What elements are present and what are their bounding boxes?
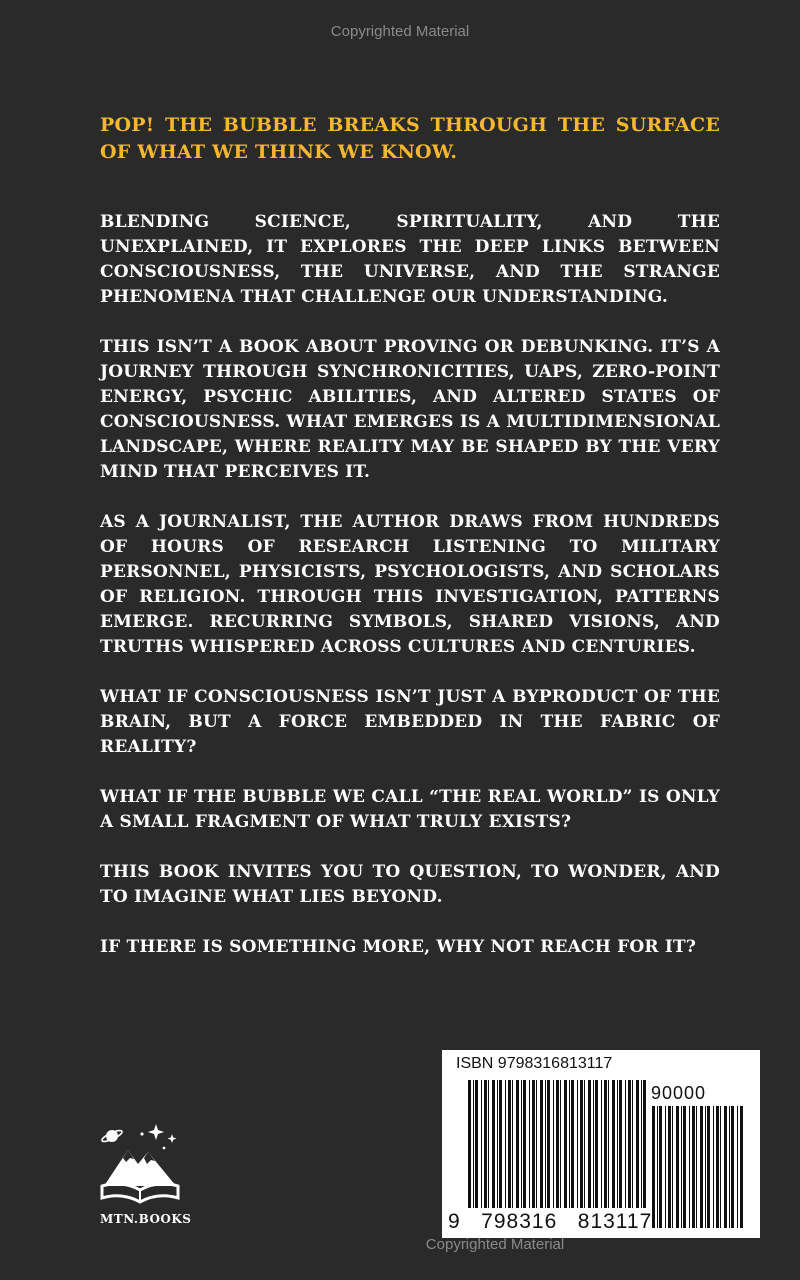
watermark-top: Copyrighted Material	[330, 23, 470, 40]
paragraph-7: IF THERE IS SOMETHING MORE, WHY NOT REACH FOR IT?	[100, 937, 697, 957]
isbn-barcode	[442, 1050, 760, 1238]
barcode-digits: 9 798316 813117	[448, 1210, 653, 1233]
blurb	[100, 112, 720, 985]
planet-mountain-book-icon	[98, 1120, 190, 1210]
price-code: 90000	[651, 1083, 707, 1103]
paragraph-3: AS A JOURNALIST, THE AUTHOR DRAWS FROM HUNDREDS OF HOURS OF RESEARCH LISTENING TO MILITARY PERSONNEL, PHYSICISTS, PSYCHOLOGISTS, AND SCHOLARS OF RELIGION. THROUGH THIS INVESTIGATION, PATTERNS EMERGE. RECURRING SYMBOLS, SHARED VISIONS, AND TRUTHS WHISPERED ACROSS CULTURES AND CENTURIES.	[100, 512, 720, 657]
watermark-bottom: Copyrighted Material	[425, 1236, 565, 1253]
publisher-name: MTN.BOOKS	[100, 1212, 192, 1226]
paragraph-4: WHAT IF CONSCIOUSNESS ISN’T JUST A BYPRODUCT OF THE BRAIN, BUT A FORCE EMBEDDED IN THE FABRIC OF REALITY?	[100, 687, 720, 757]
paragraph-5: WHAT IF THE BUBBLE WE CALL “THE REAL WORLD” IS ONLY A SMALL FRAGMENT OF WHAT TRULY EXISTS?	[100, 787, 720, 832]
headline: POP! THE BUBBLE BREAKS THROUGH THE SURFACE OF WHAT WE THINK WE KNOW.	[100, 114, 720, 163]
isbn-label: ISBN 9798316813117	[456, 1055, 613, 1072]
paragraph-6: THIS BOOK INVITES YOU TO QUESTION, TO WONDER, AND TO IMAGINE WHAT LIES BEYOND.	[100, 862, 720, 907]
paragraph-2: THIS ISN’T A BOOK ABOUT PROVING OR DEBUNKING. IT’S A JOURNEY THROUGH SYNCHRONICITIES, UAPS, ZERO-POINT ENERGY, PSYCHIC ABILITIES, AND ALTERED STATES OF CONSCIOUSNESS. WHAT EMERGES IS A MULTIDIMENSIONAL LANDSCAPE, WHERE REALITY MAY BE SHAPED BY THE VERY MIND THAT PERCEIVES IT.	[100, 337, 720, 482]
paragraph-1: BLENDING SCIENCE, SPIRITUALITY, AND THE UNEXPLAINED, IT EXPLORES THE DEEP LINKS BETWEEN CONSCIOUSNESS, THE UNIVERSE, AND THE STRANGE PHENOMENA THAT CHALLENGE OUR UNDERSTANDING.	[100, 212, 720, 307]
publisher-logo	[98, 1120, 190, 1214]
